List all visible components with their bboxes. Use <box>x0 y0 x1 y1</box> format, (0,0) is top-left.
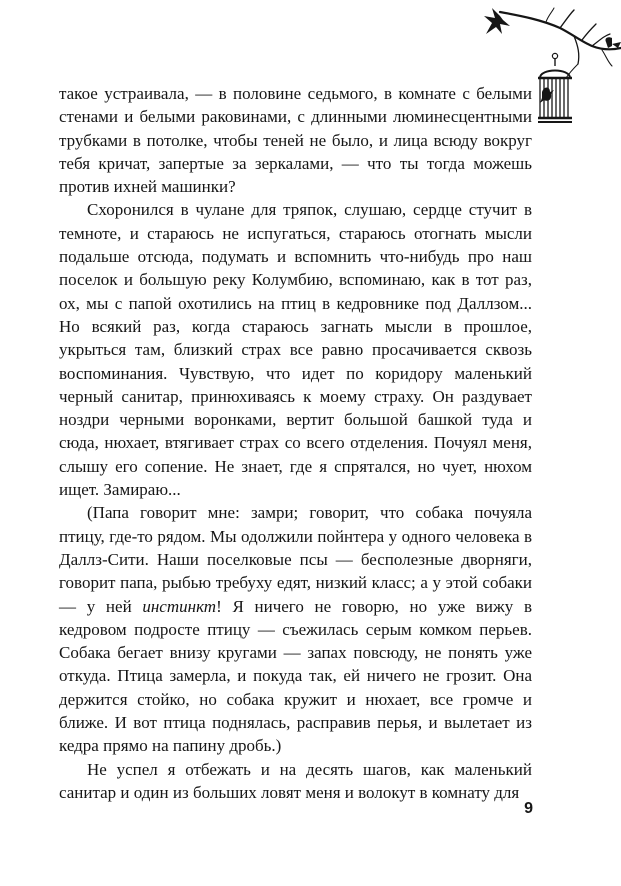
paragraph-1: такое устраивала, — в половине седьмого, в комнате с белыми стенами и белыми раковинами, с длинными люминесцентными трубками в потолке, чтобы теней не было, и лица всюду вокруг тебя кричат, запертые за зеркалами, — что ты тогда можешь против ихней машинки? <box>59 84 532 197</box>
paragraph-3 <box>59 501 532 757</box>
paragraph-3-text-a: (Папа говорит мне: замри; говорит, что собака почуяла птицу, где-то рядом. Мы одолжили пойнтера у одного человека в Даллз-Сити. Наши поселковые псы — бесполезные дворняги, говорит папа, рыбью требуху едят, низкий класс; а у этой собаки — у ней <box>59 503 532 616</box>
italic-word-instinct: инстинкт <box>142 596 217 616</box>
paragraph-4: Не успел я отбежать и на десять шагов, как маленький санитар и один из больших ловят меня и волокут в комнату для <box>59 759 532 802</box>
paragraph-3-text-b: ! Я ничего не говорю, но уже вижу в кедровом подросте птицу — съежилась серым комком перьев. Собака бегает внизу кругами — запах повсюду, не понять уже откуда. Птица замерла, и покуда так, ей ничего не грозит. Она держится стойко, но собака кружит и нюхает, все громче и ближе. И вот птица поднялась, расправив перья, и вылетает из кедра прямо на папину дробь.) <box>59 596 532 756</box>
paragraph-2: Схоронился в чулане для тряпок, слушаю, сердце стучит в темноте, и стараюсь не испугаться, стараюсь отогнать мысли подальше отсюда, подумать и вспомнить что-нибудь про наш поселок и большую реку Колумбию, вспоминаю, как в тот раз, ох, мы с папой охотились на птиц в кедровнике под Даллзом... Но всякий раз, когда стараюсь загнать мысли в прошлое, укрыться там, близкий страх все равно просачивается сквозь воспоминания. Чувствую, что идет по коридору маленький черный санитар, принюхиваясь к моему страху. Он раздувает ноздри черными воронками, вертит большой башкой туда и сюда, нюхает, втягивает страх со всего отделения. Почуял меня, слышу его сопение. Не знает, где я спрятался, но чует, нюхом ищет. Замираю... <box>59 200 532 500</box>
body-text <box>59 82 532 804</box>
page-number: 9 <box>524 800 533 817</box>
